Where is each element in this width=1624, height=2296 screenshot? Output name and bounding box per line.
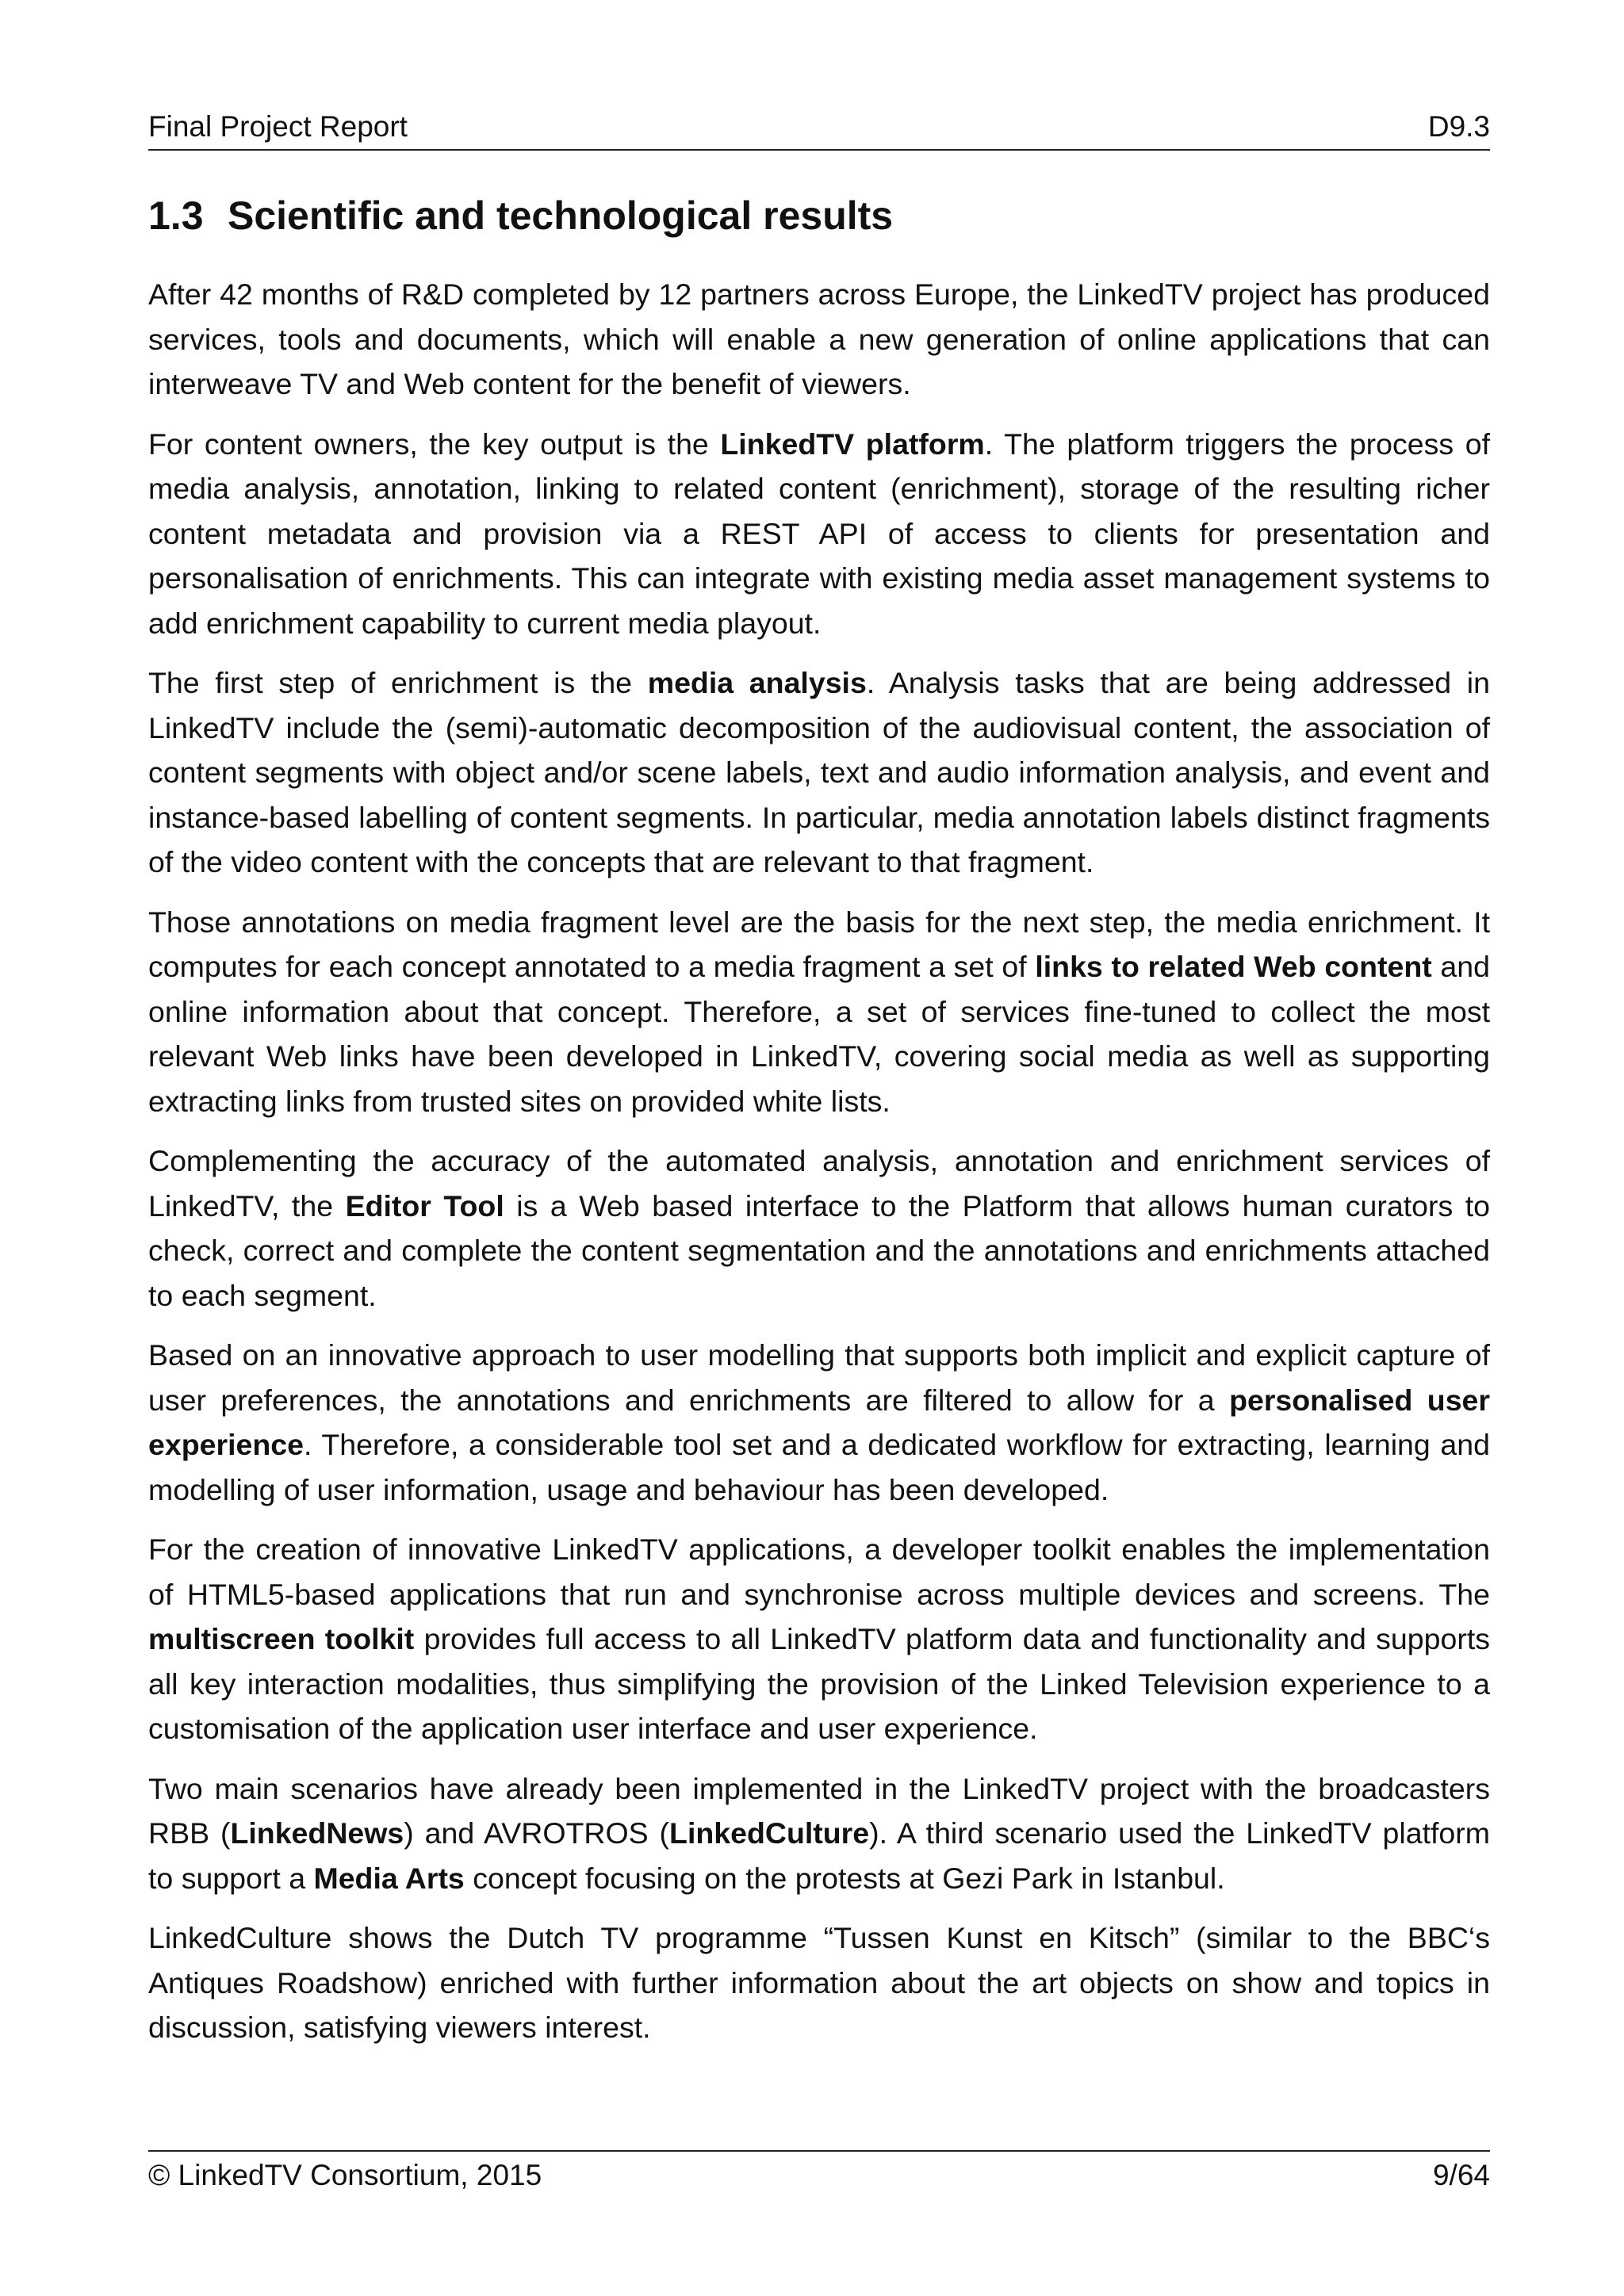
paragraph-6 [148,1333,1490,1512]
bold-term: LinkedTV platform [720,427,985,461]
paragraph-2 [148,422,1490,646]
footer-copyright: © LinkedTV Consortium, 2015 [148,2159,542,2191]
paragraph-text: concept focusing on the protests at Gezi Park in Istanbul. [464,1861,1225,1895]
bold-term: LinkedCulture [669,1816,870,1850]
paragraph-7 [148,1527,1490,1751]
paragraph-text: . Therefore, a considerable tool set and a dedicated workflow for extracting, learning and modelling of user information, usage and behaviour has been developed. [148,1428,1490,1506]
paragraph-text: For content owners, the key output is the [148,427,721,461]
bold-term: links to related Web content [1035,950,1432,983]
paragraph-text: For the creation of innovative LinkedTV applications, a developer toolkit enables the implementation of HTML5-based applications that run and synchronise across multiple devices and screens. The [148,1533,1490,1611]
paragraph-text: Those annotations on media fragment level are the basis for the next step, the media enrichment. It computes for each concept annotated to a media fragment a set of [148,905,1490,983]
footer-page-number: 9/64 [1432,2159,1490,2191]
section-number: 1.3 [148,193,204,238]
paragraph-text: Based on an innovative approach to user modelling that supports both implicit and explicit capture of user preferences, the annotations and enrichments are filtered to allow for a [148,1338,1490,1417]
paragraph-text: Complementing the accuracy of the automated analysis, annotation and enrichment services of LinkedTV, the [148,1144,1490,1223]
paragraph-text: provides full access to all LinkedTV platform data and functionality and supports all key interaction modalities, thus simplifying the provision of the Linked Television experience to a customisation of the application user interface and user experience. [148,1622,1490,1745]
paragraph-text: ). A third scenario used the LinkedTV platform to support a [148,1816,1491,1895]
body-text [148,272,1490,2065]
paragraph-text: . The platform triggers the process of media analysis, annotation, linking to related content (enrichment), storage of the resulting richer content metadata and provision via a REST API of access to clients for presentation and personalisation of enrichments. This can integrate with existing media asset management systems to add enrichment capability to current media playout. [148,427,1491,640]
bold-term: Media Arts [313,1861,465,1895]
bold-term: media analysis [647,666,867,699]
paragraph-1: After 42 months of R&D completed by 12 partners across Europe, the LinkedTV project has produced services, tools and documents, which will enable a new generation of online applications that can interweave TV and Web content for the benefit of viewers. [148,277,1490,400]
paragraph-4 [148,900,1490,1124]
paragraph-9: LinkedCulture shows the Dutch TV programme “Tussen Kunst en Kitsch” (similar to the BBC‘s Antiques Roadshow) enriched with further information about the art objects on show and topics in discussion, satisfying viewers interest. [148,1921,1490,2044]
bold-term: LinkedNews [230,1816,404,1850]
paragraph-text: is a Web based interface to the Platform that allows human curators to check, correct and complete the content segmentation and the annotations and enrichments attached to each segment. [148,1188,1490,1312]
paragraph-8 [148,1766,1490,1901]
page-header [148,111,1490,151]
paragraph-3 [148,660,1490,885]
paragraph-text: The first step of enrichment is the [148,666,648,699]
paragraph-text: and online information about that concept. Therefore, a set of services fine-tuned to collect the most relevant Web links have been developed in LinkedTV, covering social media as well as supporting extracting links from trusted sites on provided white lists. [148,950,1490,1118]
section-heading [148,190,1490,241]
paragraph-text: ) and AVROTROS ( [404,1816,670,1850]
header-document-id: D9.3 [1427,110,1490,143]
bold-term: multiscreen toolkit [148,1622,415,1655]
paragraph-text: Two main scenarios have already been implemented in the LinkedTV project with the broadcasters RBB ( [148,1771,1490,1850]
bold-term: Editor Tool [345,1188,504,1223]
bold-term: personalised user experience [148,1383,1491,1461]
paragraph-5 [148,1138,1490,1318]
paragraph-text: . Analysis tasks that are being addressed in LinkedTV include the (semi)-automatic decomposition of the audiovisual content, the association of content segments with object and/or scene labels, text and audio information analysis, and event and instance-based labelling of content segments. In particular, media annotation labels distinct fragments of the video content with the concepts that are relevant to that fragment. [148,666,1490,878]
page-footer [148,2150,1490,2198]
section-title: Scientific and technological results [228,193,894,238]
header-report-title: Final Project Report [148,110,408,143]
